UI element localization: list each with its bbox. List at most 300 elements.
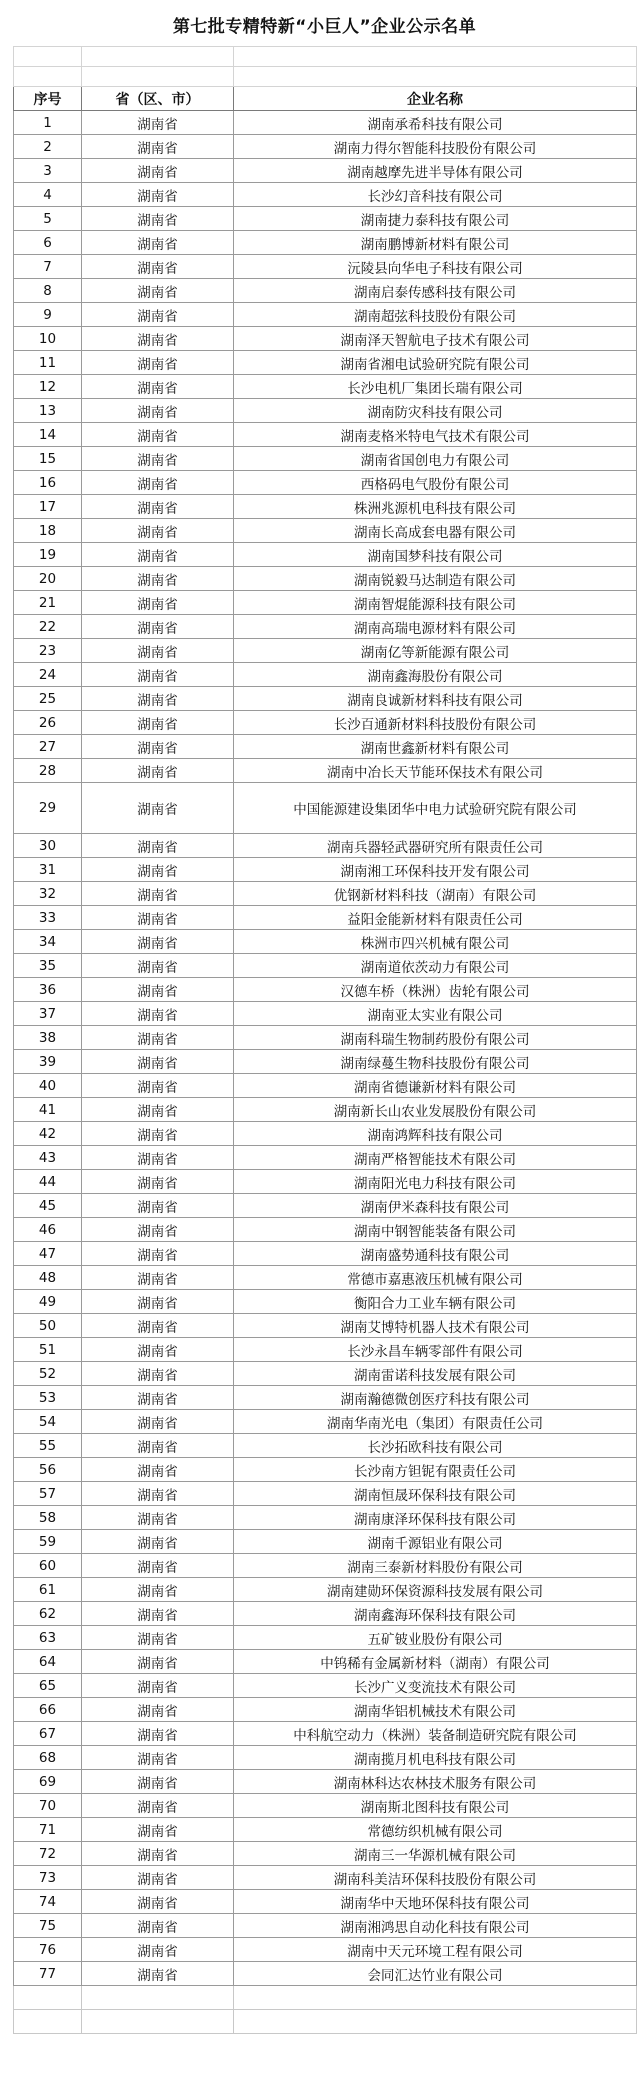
row-num-cell[interactable]: 74 bbox=[14, 1890, 82, 1914]
blank-cell[interactable] bbox=[82, 2010, 234, 2034]
table-row bbox=[14, 1818, 637, 1842]
table-row bbox=[14, 1170, 637, 1194]
table-row bbox=[14, 543, 637, 567]
row-num-cell[interactable]: 46 bbox=[14, 1218, 82, 1242]
row-company-cell[interactable]: 湖南伊米森科技有限公司 bbox=[234, 1194, 637, 1218]
row-num-cell[interactable]: 3 bbox=[14, 159, 82, 183]
row-num-cell[interactable]: 7 bbox=[14, 255, 82, 279]
row-num-cell[interactable]: 27 bbox=[14, 735, 82, 759]
row-company-cell[interactable]: 湖南亿等新能源有限公司 bbox=[234, 639, 637, 663]
row-num-cell[interactable]: 28 bbox=[14, 759, 82, 783]
table-row bbox=[14, 1698, 637, 1722]
row-company-cell[interactable]: 湖南千源铝业有限公司 bbox=[234, 1530, 637, 1554]
row-company-cell[interactable]: 湖南新长山农业发展股份有限公司 bbox=[234, 1098, 637, 1122]
row-num-cell[interactable]: 55 bbox=[14, 1434, 82, 1458]
blank-cell[interactable] bbox=[234, 1986, 637, 2010]
blank-cell[interactable] bbox=[14, 47, 82, 67]
row-province-cell[interactable]: 湖南省 bbox=[82, 1266, 234, 1290]
row-num-cell[interactable]: 35 bbox=[14, 954, 82, 978]
table-row bbox=[14, 1050, 637, 1074]
row-company-cell[interactable]: 湖南雷诺科技发展有限公司 bbox=[234, 1362, 637, 1386]
row-company-cell[interactable]: 湖南省湘电试验研究院有限公司 bbox=[234, 351, 637, 375]
row-province-cell[interactable]: 湖南省 bbox=[82, 423, 234, 447]
row-num-cell[interactable]: 76 bbox=[14, 1938, 82, 1962]
row-num-cell[interactable]: 53 bbox=[14, 1386, 82, 1410]
row-company-cell[interactable]: 湖南艾博特机器人技术有限公司 bbox=[234, 1314, 637, 1338]
row-province-cell[interactable]: 湖南省 bbox=[82, 159, 234, 183]
table-row bbox=[14, 783, 637, 834]
row-company-cell[interactable]: 湖南康泽环保科技有限公司 bbox=[234, 1506, 637, 1530]
row-num-cell[interactable]: 39 bbox=[14, 1050, 82, 1074]
row-company-cell[interactable]: 湖南鑫海股份有限公司 bbox=[234, 663, 637, 687]
row-province-cell[interactable]: 湖南省 bbox=[82, 1554, 234, 1578]
row-province-cell[interactable]: 湖南省 bbox=[82, 1050, 234, 1074]
row-num-cell[interactable]: 47 bbox=[14, 1242, 82, 1266]
row-company-cell[interactable]: 湖南承希科技有限公司 bbox=[234, 111, 637, 135]
row-province-cell[interactable]: 湖南省 bbox=[82, 399, 234, 423]
table-row bbox=[14, 375, 637, 399]
table-row bbox=[14, 858, 637, 882]
row-company-cell[interactable]: 株洲兆源机电科技有限公司 bbox=[234, 495, 637, 519]
row-num-cell[interactable]: 45 bbox=[14, 1194, 82, 1218]
row-num-cell[interactable]: 24 bbox=[14, 663, 82, 687]
blank-cell[interactable] bbox=[82, 1986, 234, 2010]
row-province-cell[interactable]: 湖南省 bbox=[82, 135, 234, 159]
row-company-cell[interactable]: 湖南斯北图科技有限公司 bbox=[234, 1794, 637, 1818]
table-row bbox=[14, 591, 637, 615]
row-province-cell[interactable]: 湖南省 bbox=[82, 1482, 234, 1506]
row-company-cell[interactable]: 湖南鸿辉科技有限公司 bbox=[234, 1122, 637, 1146]
row-province-cell[interactable]: 湖南省 bbox=[82, 1770, 234, 1794]
row-num-cell[interactable]: 2 bbox=[14, 135, 82, 159]
row-company-cell[interactable]: 湖南长高成套电器有限公司 bbox=[234, 519, 637, 543]
row-company-cell[interactable]: 湖南湘工环保科技开发有限公司 bbox=[234, 858, 637, 882]
table-row bbox=[14, 930, 637, 954]
row-province-cell[interactable]: 湖南省 bbox=[82, 663, 234, 687]
table-row bbox=[14, 1218, 637, 1242]
row-num-cell[interactable]: 44 bbox=[14, 1170, 82, 1194]
row-province-cell[interactable]: 湖南省 bbox=[82, 615, 234, 639]
row-province-cell[interactable]: 湖南省 bbox=[82, 1506, 234, 1530]
row-province-cell[interactable]: 湖南省 bbox=[82, 783, 234, 834]
row-province-cell[interactable]: 湖南省 bbox=[82, 1314, 234, 1338]
row-num-cell[interactable]: 63 bbox=[14, 1626, 82, 1650]
row-num-cell[interactable]: 77 bbox=[14, 1962, 82, 1986]
table-row bbox=[14, 1746, 637, 1770]
table-row bbox=[14, 1002, 637, 1026]
row-num-cell[interactable]: 65 bbox=[14, 1674, 82, 1698]
row-province-cell[interactable]: 湖南省 bbox=[82, 1890, 234, 1914]
row-province-cell[interactable]: 湖南省 bbox=[82, 1242, 234, 1266]
table-row bbox=[14, 1722, 637, 1746]
row-province-cell[interactable]: 湖南省 bbox=[82, 543, 234, 567]
row-province-cell[interactable]: 湖南省 bbox=[82, 1218, 234, 1242]
row-num-cell[interactable]: 58 bbox=[14, 1506, 82, 1530]
row-company-cell[interactable]: 优钢新材料科技（湖南）有限公司 bbox=[234, 882, 637, 906]
row-company-cell[interactable]: 西格码电气股份有限公司 bbox=[234, 471, 637, 495]
row-company-cell[interactable]: 湖南中冶长天节能环保技术有限公司 bbox=[234, 759, 637, 783]
row-province-cell[interactable]: 湖南省 bbox=[82, 759, 234, 783]
row-province-cell[interactable]: 湖南省 bbox=[82, 1386, 234, 1410]
row-num-cell[interactable]: 9 bbox=[14, 303, 82, 327]
row-num-cell[interactable]: 16 bbox=[14, 471, 82, 495]
blank-cell[interactable] bbox=[14, 67, 82, 87]
row-company-cell[interactable]: 常德市嘉惠液压机械有限公司 bbox=[234, 1266, 637, 1290]
row-company-cell[interactable]: 湖南揽月机电科技有限公司 bbox=[234, 1746, 637, 1770]
row-company-cell[interactable]: 湖南阳光电力科技有限公司 bbox=[234, 1170, 637, 1194]
row-province-cell[interactable]: 湖南省 bbox=[82, 1026, 234, 1050]
row-company-cell[interactable]: 湖南三一华源机械有限公司 bbox=[234, 1842, 637, 1866]
row-company-cell[interactable]: 湖南高瑞电源材料有限公司 bbox=[234, 615, 637, 639]
blank-cell[interactable] bbox=[234, 67, 637, 87]
row-num-cell[interactable]: 32 bbox=[14, 882, 82, 906]
row-company-cell[interactable]: 湖南启泰传感科技有限公司 bbox=[234, 279, 637, 303]
row-province-cell[interactable]: 湖南省 bbox=[82, 1122, 234, 1146]
row-company-cell[interactable]: 湖南世鑫新材料有限公司 bbox=[234, 735, 637, 759]
table-row bbox=[14, 279, 637, 303]
row-company-cell[interactable]: 沅陵县向华电子科技有限公司 bbox=[234, 255, 637, 279]
row-company-cell[interactable]: 湖南国梦科技有限公司 bbox=[234, 543, 637, 567]
table-row bbox=[14, 399, 637, 423]
table-row bbox=[14, 111, 637, 135]
row-province-cell[interactable]: 湖南省 bbox=[82, 858, 234, 882]
blank-cell[interactable] bbox=[82, 67, 234, 87]
row-company-cell[interactable]: 湖南良诚新材料科技有限公司 bbox=[234, 687, 637, 711]
row-num-cell[interactable]: 40 bbox=[14, 1074, 82, 1098]
row-num-cell[interactable]: 64 bbox=[14, 1650, 82, 1674]
row-company-cell[interactable]: 湖南中天元环境工程有限公司 bbox=[234, 1938, 637, 1962]
row-province-cell[interactable]: 湖南省 bbox=[82, 1170, 234, 1194]
table-row bbox=[14, 834, 637, 858]
table-row bbox=[14, 663, 637, 687]
row-num-cell[interactable]: 20 bbox=[14, 567, 82, 591]
row-company-cell[interactable]: 湖南盛势通科技有限公司 bbox=[234, 1242, 637, 1266]
row-province-cell[interactable]: 湖南省 bbox=[82, 1362, 234, 1386]
header-province[interactable]: 省（区、市） bbox=[82, 87, 234, 111]
blank-cell[interactable] bbox=[14, 2010, 82, 2034]
row-province-cell[interactable]: 湖南省 bbox=[82, 1794, 234, 1818]
table-row bbox=[14, 567, 637, 591]
row-num-cell[interactable]: 6 bbox=[14, 231, 82, 255]
table-row bbox=[14, 1194, 637, 1218]
table-row bbox=[14, 1842, 637, 1866]
row-province-cell[interactable]: 湖南省 bbox=[82, 1530, 234, 1554]
table-row bbox=[14, 327, 637, 351]
row-company-cell[interactable]: 常德纺织机械有限公司 bbox=[234, 1818, 637, 1842]
row-num-cell[interactable]: 37 bbox=[14, 1002, 82, 1026]
table-row bbox=[14, 1146, 637, 1170]
row-num-cell[interactable]: 54 bbox=[14, 1410, 82, 1434]
row-company-cell[interactable]: 湖南鹏博新材料有限公司 bbox=[234, 231, 637, 255]
row-num-cell[interactable]: 14 bbox=[14, 423, 82, 447]
row-num-cell[interactable]: 41 bbox=[14, 1098, 82, 1122]
table-row bbox=[14, 1434, 637, 1458]
row-province-cell[interactable]: 湖南省 bbox=[82, 495, 234, 519]
header-num[interactable]: 序号 bbox=[14, 87, 82, 111]
row-province-cell[interactable]: 湖南省 bbox=[82, 375, 234, 399]
row-province-cell[interactable]: 湖南省 bbox=[82, 1938, 234, 1962]
row-num-cell[interactable]: 10 bbox=[14, 327, 82, 351]
row-company-cell[interactable]: 湖南建勋环保资源科技发展有限公司 bbox=[234, 1578, 637, 1602]
table-row bbox=[14, 759, 637, 783]
row-province-cell[interactable]: 湖南省 bbox=[82, 1458, 234, 1482]
row-num-cell[interactable]: 62 bbox=[14, 1602, 82, 1626]
row-province-cell[interactable]: 湖南省 bbox=[82, 882, 234, 906]
row-num-cell[interactable]: 69 bbox=[14, 1770, 82, 1794]
row-province-cell[interactable]: 湖南省 bbox=[82, 567, 234, 591]
row-num-cell[interactable]: 72 bbox=[14, 1842, 82, 1866]
row-province-cell[interactable]: 湖南省 bbox=[82, 1194, 234, 1218]
row-num-cell[interactable]: 73 bbox=[14, 1866, 82, 1890]
row-province-cell[interactable]: 湖南省 bbox=[82, 471, 234, 495]
row-company-cell[interactable]: 中科航空动力（株洲）装备制造研究院有限公司 bbox=[234, 1722, 637, 1746]
row-num-cell[interactable]: 18 bbox=[14, 519, 82, 543]
table-row bbox=[14, 1794, 637, 1818]
row-num-cell[interactable]: 22 bbox=[14, 615, 82, 639]
row-province-cell[interactable]: 湖南省 bbox=[82, 1338, 234, 1362]
row-province-cell[interactable]: 湖南省 bbox=[82, 519, 234, 543]
row-company-cell[interactable]: 株洲市四兴机械有限公司 bbox=[234, 930, 637, 954]
row-company-cell[interactable]: 湖南科美洁环保科技股份有限公司 bbox=[234, 1866, 637, 1890]
table-row bbox=[14, 1530, 637, 1554]
row-num-cell[interactable]: 21 bbox=[14, 591, 82, 615]
row-province-cell[interactable]: 湖南省 bbox=[82, 711, 234, 735]
row-num-cell[interactable]: 30 bbox=[14, 834, 82, 858]
row-province-cell[interactable]: 湖南省 bbox=[82, 1098, 234, 1122]
row-num-cell[interactable]: 5 bbox=[14, 207, 82, 231]
blank-cell[interactable] bbox=[82, 47, 234, 67]
row-company-cell[interactable]: 长沙幻音科技有限公司 bbox=[234, 183, 637, 207]
row-company-cell[interactable]: 汉德车桥（株洲）齿轮有限公司 bbox=[234, 978, 637, 1002]
row-company-cell[interactable]: 益阳金能新材料有限责任公司 bbox=[234, 906, 637, 930]
row-province-cell[interactable]: 湖南省 bbox=[82, 207, 234, 231]
row-province-cell[interactable]: 湖南省 bbox=[82, 906, 234, 930]
header-row bbox=[14, 87, 637, 111]
table-row bbox=[14, 1122, 637, 1146]
table-row bbox=[14, 1962, 637, 1986]
row-num-cell[interactable]: 57 bbox=[14, 1482, 82, 1506]
row-province-cell[interactable]: 湖南省 bbox=[82, 1674, 234, 1698]
table-row bbox=[14, 471, 637, 495]
row-num-cell[interactable]: 56 bbox=[14, 1458, 82, 1482]
row-company-cell[interactable]: 湖南捷力泰科技有限公司 bbox=[234, 207, 637, 231]
row-province-cell[interactable]: 湖南省 bbox=[82, 1698, 234, 1722]
table-row bbox=[14, 351, 637, 375]
row-num-cell[interactable]: 67 bbox=[14, 1722, 82, 1746]
row-province-cell[interactable]: 湖南省 bbox=[82, 735, 234, 759]
row-num-cell[interactable]: 25 bbox=[14, 687, 82, 711]
row-company-cell[interactable]: 湖南力得尔智能科技股份有限公司 bbox=[234, 135, 637, 159]
row-num-cell[interactable]: 11 bbox=[14, 351, 82, 375]
row-num-cell[interactable]: 23 bbox=[14, 639, 82, 663]
row-company-cell[interactable]: 湖南智焜能源科技有限公司 bbox=[234, 591, 637, 615]
table-row bbox=[14, 1770, 637, 1794]
row-company-cell[interactable]: 湖南华南光电（集团）有限责任公司 bbox=[234, 1410, 637, 1434]
row-province-cell[interactable]: 湖南省 bbox=[82, 1962, 234, 1986]
row-company-cell[interactable]: 中国能源建设集团华中电力试验研究院有限公司 bbox=[234, 783, 637, 834]
table-row bbox=[14, 687, 637, 711]
row-province-cell[interactable]: 湖南省 bbox=[82, 1842, 234, 1866]
row-province-cell[interactable]: 湖南省 bbox=[82, 1434, 234, 1458]
row-company-cell[interactable]: 衡阳合力工业车辆有限公司 bbox=[234, 1290, 637, 1314]
table-row bbox=[14, 447, 637, 471]
row-province-cell[interactable]: 湖南省 bbox=[82, 1746, 234, 1770]
row-company-cell[interactable]: 湖南林科达农林技术服务有限公司 bbox=[234, 1770, 637, 1794]
table-row bbox=[14, 159, 637, 183]
row-company-cell[interactable]: 湖南泽天智航电子技术有限公司 bbox=[234, 327, 637, 351]
row-province-cell[interactable]: 湖南省 bbox=[82, 1602, 234, 1626]
row-province-cell[interactable]: 湖南省 bbox=[82, 1410, 234, 1434]
row-num-cell[interactable]: 48 bbox=[14, 1266, 82, 1290]
row-province-cell[interactable]: 湖南省 bbox=[82, 351, 234, 375]
row-province-cell[interactable]: 湖南省 bbox=[82, 1578, 234, 1602]
row-num-cell[interactable]: 26 bbox=[14, 711, 82, 735]
company-table bbox=[13, 46, 637, 2034]
row-company-cell[interactable]: 湖南麦格米特电气技术有限公司 bbox=[234, 423, 637, 447]
row-province-cell[interactable]: 湖南省 bbox=[82, 255, 234, 279]
row-province-cell[interactable]: 湖南省 bbox=[82, 447, 234, 471]
row-company-cell[interactable]: 湖南道依茨动力有限公司 bbox=[234, 954, 637, 978]
table-row bbox=[14, 1290, 637, 1314]
table-row bbox=[14, 615, 637, 639]
row-company-cell[interactable]: 长沙电机厂集团长瑞有限公司 bbox=[234, 375, 637, 399]
row-company-cell[interactable]: 长沙拓欧科技有限公司 bbox=[234, 1434, 637, 1458]
row-num-cell[interactable]: 38 bbox=[14, 1026, 82, 1050]
row-province-cell[interactable]: 湖南省 bbox=[82, 687, 234, 711]
row-province-cell[interactable]: 湖南省 bbox=[82, 1146, 234, 1170]
row-company-cell[interactable]: 湖南华中天地环保科技有限公司 bbox=[234, 1890, 637, 1914]
row-province-cell[interactable]: 湖南省 bbox=[82, 978, 234, 1002]
row-num-cell[interactable]: 33 bbox=[14, 906, 82, 930]
table-row bbox=[14, 1386, 637, 1410]
row-province-cell[interactable]: 湖南省 bbox=[82, 1722, 234, 1746]
row-num-cell[interactable]: 71 bbox=[14, 1818, 82, 1842]
row-company-cell[interactable]: 湖南严格智能技术有限公司 bbox=[234, 1146, 637, 1170]
row-province-cell[interactable]: 湖南省 bbox=[82, 1290, 234, 1314]
row-num-cell[interactable]: 59 bbox=[14, 1530, 82, 1554]
table-row bbox=[14, 906, 637, 930]
row-province-cell[interactable]: 湖南省 bbox=[82, 930, 234, 954]
row-company-cell[interactable]: 长沙永昌车辆零部件有限公司 bbox=[234, 1338, 637, 1362]
row-company-cell[interactable]: 长沙广义变流技术有限公司 bbox=[234, 1674, 637, 1698]
row-num-cell[interactable]: 29 bbox=[14, 783, 82, 834]
table-row bbox=[14, 1554, 637, 1578]
row-num-cell[interactable]: 12 bbox=[14, 375, 82, 399]
row-num-cell[interactable]: 49 bbox=[14, 1290, 82, 1314]
row-province-cell[interactable]: 湖南省 bbox=[82, 279, 234, 303]
row-province-cell[interactable]: 湖南省 bbox=[82, 954, 234, 978]
row-province-cell[interactable]: 湖南省 bbox=[82, 1866, 234, 1890]
row-province-cell[interactable]: 湖南省 bbox=[82, 111, 234, 135]
row-company-cell[interactable]: 湖南瀚德微创医疗科技有限公司 bbox=[234, 1386, 637, 1410]
row-company-cell[interactable]: 湖南绿蔓生物科技股份有限公司 bbox=[234, 1050, 637, 1074]
blank-cell[interactable] bbox=[234, 47, 637, 67]
row-num-cell[interactable]: 34 bbox=[14, 930, 82, 954]
row-num-cell[interactable]: 68 bbox=[14, 1746, 82, 1770]
row-province-cell[interactable]: 湖南省 bbox=[82, 1626, 234, 1650]
row-company-cell[interactable]: 湖南华铝机械技术有限公司 bbox=[234, 1698, 637, 1722]
row-num-cell[interactable]: 51 bbox=[14, 1338, 82, 1362]
blank-cell[interactable] bbox=[14, 1986, 82, 2010]
row-province-cell[interactable]: 湖南省 bbox=[82, 1074, 234, 1098]
table-row bbox=[14, 735, 637, 759]
row-num-cell[interactable]: 4 bbox=[14, 183, 82, 207]
row-province-cell[interactable]: 湖南省 bbox=[82, 639, 234, 663]
row-company-cell[interactable]: 五矿铍业股份有限公司 bbox=[234, 1626, 637, 1650]
row-company-cell[interactable]: 湖南锐毅马达制造有限公司 bbox=[234, 567, 637, 591]
table-row bbox=[14, 1074, 637, 1098]
row-num-cell[interactable]: 15 bbox=[14, 447, 82, 471]
table-row bbox=[14, 231, 637, 255]
row-num-cell[interactable]: 75 bbox=[14, 1914, 82, 1938]
table-row bbox=[14, 1482, 637, 1506]
row-num-cell[interactable]: 61 bbox=[14, 1578, 82, 1602]
row-company-cell[interactable]: 长沙百通新材料科技股份有限公司 bbox=[234, 711, 637, 735]
table-row bbox=[14, 423, 637, 447]
row-province-cell[interactable]: 湖南省 bbox=[82, 183, 234, 207]
row-num-cell[interactable]: 52 bbox=[14, 1362, 82, 1386]
row-company-cell[interactable]: 湖南省德谦新材料有限公司 bbox=[234, 1074, 637, 1098]
row-company-cell[interactable]: 湖南三泰新材料股份有限公司 bbox=[234, 1554, 637, 1578]
table-row bbox=[14, 1674, 637, 1698]
row-company-cell[interactable]: 湖南鑫海环保科技有限公司 bbox=[234, 1602, 637, 1626]
row-company-cell[interactable]: 湖南省国创电力有限公司 bbox=[234, 447, 637, 471]
row-company-cell[interactable]: 湖南科瑞生物制药股份有限公司 bbox=[234, 1026, 637, 1050]
table-row bbox=[14, 1338, 637, 1362]
table-row bbox=[14, 1314, 637, 1338]
row-province-cell[interactable]: 湖南省 bbox=[82, 1914, 234, 1938]
row-company-cell[interactable]: 湖南兵器轻武器研究所有限责任公司 bbox=[234, 834, 637, 858]
row-company-cell[interactable]: 湖南超弦科技股份有限公司 bbox=[234, 303, 637, 327]
row-province-cell[interactable]: 湖南省 bbox=[82, 231, 234, 255]
row-province-cell[interactable]: 湖南省 bbox=[82, 591, 234, 615]
row-num-cell[interactable]: 50 bbox=[14, 1314, 82, 1338]
row-province-cell[interactable]: 湖南省 bbox=[82, 834, 234, 858]
row-province-cell[interactable]: 湖南省 bbox=[82, 327, 234, 351]
row-num-cell[interactable]: 17 bbox=[14, 495, 82, 519]
table-row bbox=[14, 1890, 637, 1914]
row-num-cell[interactable]: 36 bbox=[14, 978, 82, 1002]
row-num-cell[interactable]: 13 bbox=[14, 399, 82, 423]
row-company-cell[interactable]: 会同汇达竹业有限公司 bbox=[234, 1962, 637, 1986]
row-province-cell[interactable]: 湖南省 bbox=[82, 1650, 234, 1674]
row-company-cell[interactable]: 湖南恒晟环保科技有限公司 bbox=[234, 1482, 637, 1506]
blank-cell[interactable] bbox=[234, 2010, 637, 2034]
row-company-cell[interactable]: 湖南湘鸿思自动化科技有限公司 bbox=[234, 1914, 637, 1938]
header-company[interactable]: 企业名称 bbox=[234, 87, 637, 111]
blank-row bbox=[14, 67, 637, 87]
row-num-cell[interactable]: 66 bbox=[14, 1698, 82, 1722]
row-num-cell[interactable]: 8 bbox=[14, 279, 82, 303]
row-company-cell[interactable]: 湖南亚太实业有限公司 bbox=[234, 1002, 637, 1026]
row-province-cell[interactable]: 湖南省 bbox=[82, 1002, 234, 1026]
row-num-cell[interactable]: 31 bbox=[14, 858, 82, 882]
row-num-cell[interactable]: 70 bbox=[14, 1794, 82, 1818]
row-num-cell[interactable]: 60 bbox=[14, 1554, 82, 1578]
row-province-cell[interactable]: 湖南省 bbox=[82, 1818, 234, 1842]
row-province-cell[interactable]: 湖南省 bbox=[82, 303, 234, 327]
row-num-cell[interactable]: 1 bbox=[14, 111, 82, 135]
row-company-cell[interactable]: 湖南中钢智能装备有限公司 bbox=[234, 1218, 637, 1242]
row-company-cell[interactable]: 湖南防灾科技有限公司 bbox=[234, 399, 637, 423]
row-company-cell[interactable]: 湖南越摩先进半导体有限公司 bbox=[234, 159, 637, 183]
row-company-cell[interactable]: 中钨稀有金属新材料（湖南）有限公司 bbox=[234, 1650, 637, 1674]
row-num-cell[interactable]: 42 bbox=[14, 1122, 82, 1146]
table-row bbox=[14, 1602, 637, 1626]
row-num-cell[interactable]: 43 bbox=[14, 1146, 82, 1170]
row-num-cell[interactable]: 19 bbox=[14, 543, 82, 567]
row-company-cell[interactable]: 长沙南方钽铌有限责任公司 bbox=[234, 1458, 637, 1482]
